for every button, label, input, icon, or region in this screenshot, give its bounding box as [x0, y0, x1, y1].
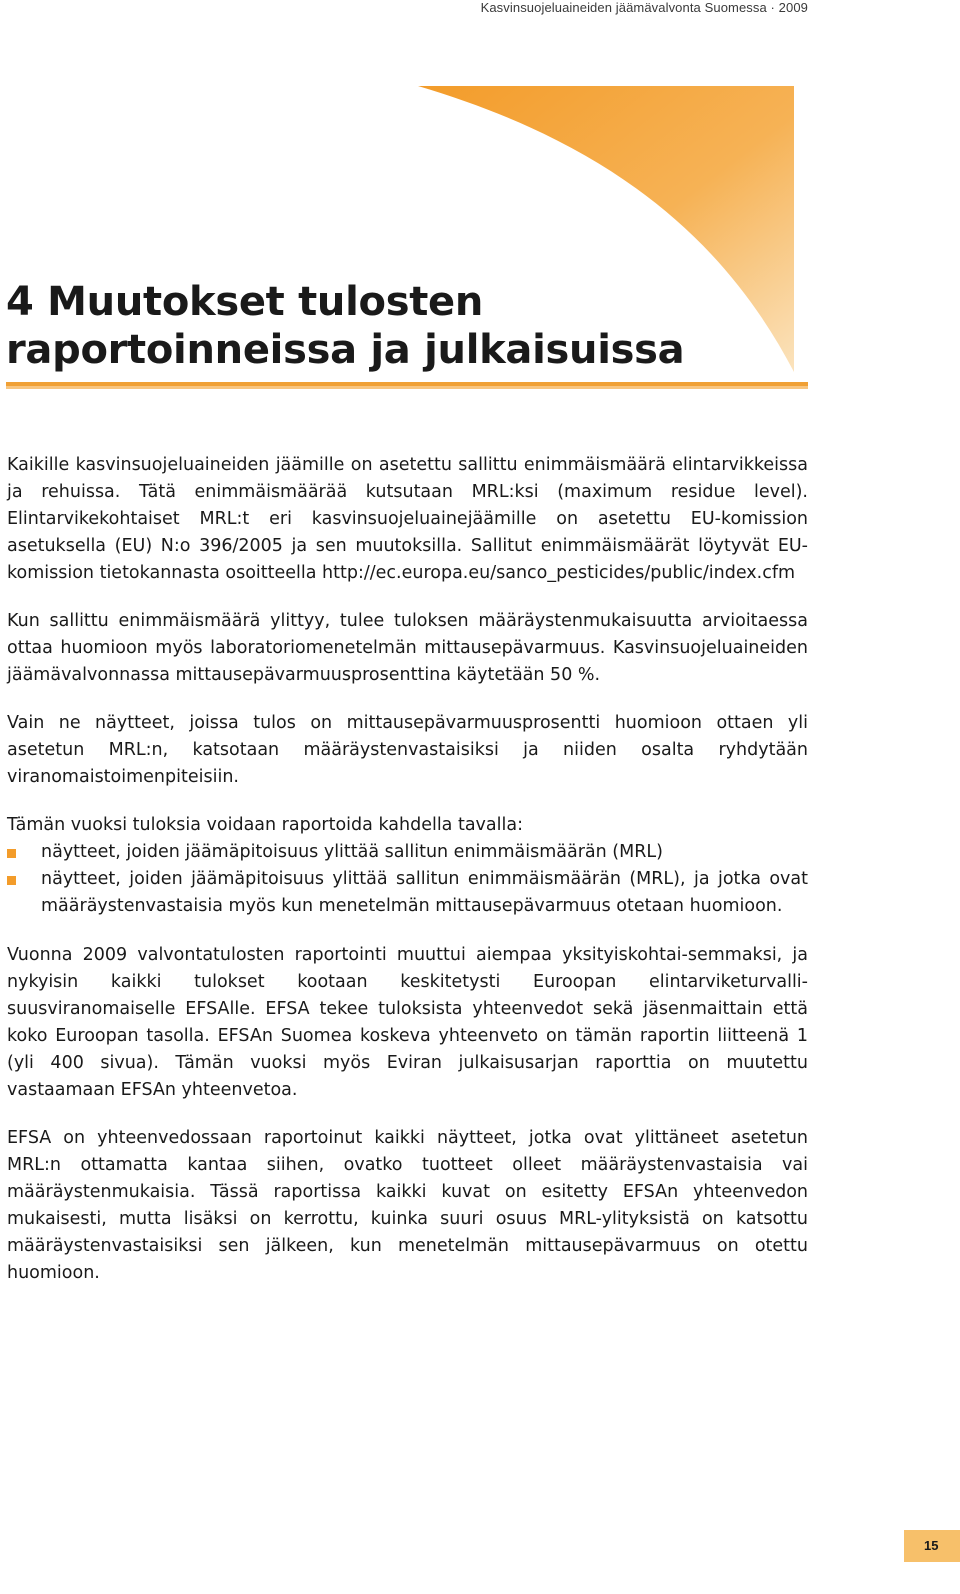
running-header: Kasvinsuojeluaineiden jäämävalvonta Suomessa · 2009	[480, 0, 808, 15]
chapter-title-line2: raportoinneissa ja julkaisuissa	[6, 327, 685, 373]
paragraph-efsa-summary: EFSA on yhteenvedossaan raportoinut kaikki näytteet, jotka ovat ylittäneet asetetun MRL:n ottamatta kantaa siihen, ovatko tuotteet olleet määräystenvastaisia vai määräystenmukaisia. Tässä raportissa kaikki kuvat on esitetty EFSAn yhteenvedon mukaisesti, mutta lisäksi on kerrottu, kuinka suuri osuus MRL-ylityksistä on katsottu määräystenvastaisiksi sen jälkeen, kun menetelmän mittausepävarmuus on otettu huomioon.	[7, 1128, 808, 1283]
bullet-square-icon	[7, 876, 16, 885]
bullet-square-icon	[7, 849, 16, 858]
paragraph-mrl-intro: Kaikille kasvinsuojeluaineiden jäämille on asetettu sallittu enimmäismäärä elintarvikkeissa ja rehuissa. Tätä enimmäismäärää kutsutaan MRL:ksi (maximum residue level). Elintarvikekohtaiset MRL:t eri kasvinsuojeluainejäämille on asetettu EU-komission asetuksella (EU) N:o 396/2005 ja sen muutoksilla. Sallitut enimmäismäärät löytyvät EU-komission tietokannasta osoitteella http://ec.europa.eu/sanco_pesticides/public/index.cfm	[7, 455, 808, 583]
title-underline	[6, 382, 808, 389]
paragraph-two-ways: Tämän vuoksi tuloksia voidaan raportoida kahdella tavalla:	[7, 815, 523, 835]
list-item-text: näytteet, joiden jäämäpitoisuus ylittää sallitun enimmäismäärän (MRL)	[41, 842, 663, 862]
list-item-text: näytteet, joiden jäämäpitoisuus ylittää sallitun enimmäismäärän (MRL), ja jotka ovat määräystenvastaisia myös kun menetelmän mittausepävarmuus otetaan huomioon.	[41, 869, 808, 916]
chapter-title-line1: 4 Muutokset tulosten	[6, 279, 484, 325]
bullet-list	[7, 839, 808, 920]
chapter-title	[6, 278, 684, 374]
paragraph-measurement-uncertainty: Kun sallittu enimmäismäärä ylittyy, tulee tuloksen määräystenmukaisuutta arvioitaessa ottaa huomioon myös laboratoriomenetelmän mittausepävarmuus. Kasvinsuojeluaineiden jäämävalvonnassa mittausepävarmuusprosenttina käytetään 50 %.	[7, 611, 808, 685]
list-item	[7, 839, 808, 866]
list-item	[7, 866, 808, 920]
paragraph-reporting-change: Vuonna 2009 valvontatulosten raportointi muuttui aiempaa yksityiskohtai-semmaksi, ja nykyisin kaikki tulokset kootaan keskitetysti Euroopan elintarviketurvalli-suusviranomaiselle EFSAlle. EFSA tekee tuloksista yhteenvedot sekä jäsenmaittain että koko Euroopan tasolla. EFSAn Suomea koskeva yhteenveto on tämän raportin liitteenä 1 (yli 400 sivua). Tämän vuoksi myös Eviran julkaisusarjan raporttia on muutettu vastaamaan EFSAn yhteenvetoa.	[7, 945, 808, 1100]
page-number: 15	[904, 1530, 960, 1562]
paragraph-non-compliance: Vain ne näytteet, joissa tulos on mittausepävarmuusprosentti huomioon ottaen yli asetetun MRL:n, katsotaan määräystenvastaisiksi ja niiden osalta ryhdytään viranomaistoimenpiteisiin.	[7, 713, 808, 787]
main-content	[7, 452, 808, 1308]
